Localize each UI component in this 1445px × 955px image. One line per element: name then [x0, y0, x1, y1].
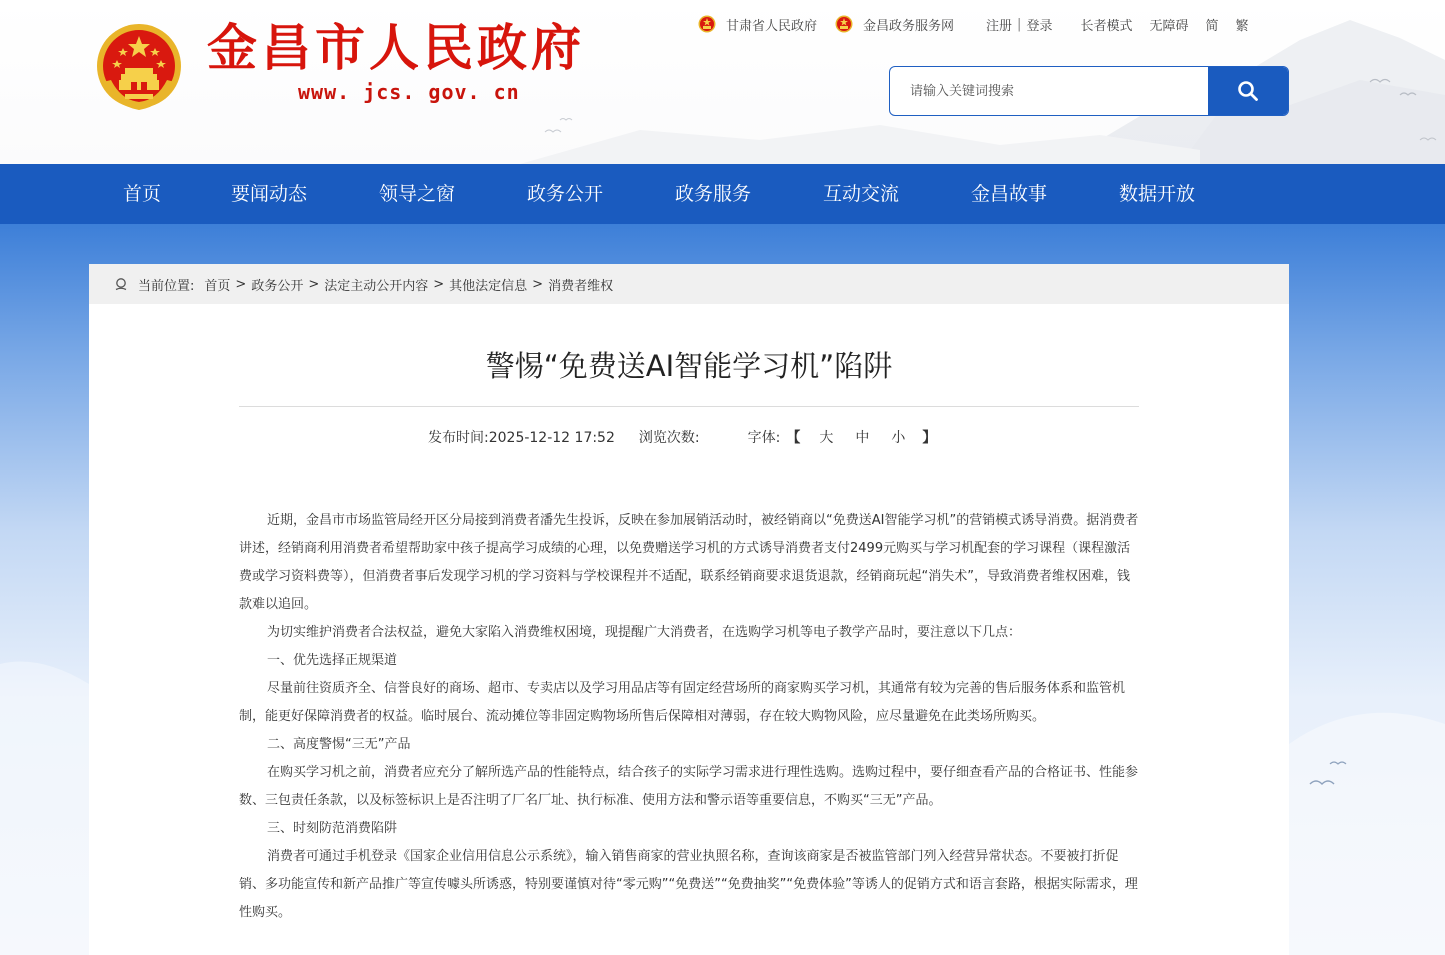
title-divider [239, 406, 1139, 407]
national-emblem-icon [698, 15, 716, 33]
nav-item-gov-disclosure[interactable]: 政务公开 [527, 183, 604, 205]
breadcrumb-separator: > [308, 276, 320, 292]
article-paragraph: 近期，金昌市市场监管局经开区分局接到消费者潘先生投诉，反映在参加展销活动时，被经销商以“免费送AI智能学习机”的营销模式诱导消费。据消费者讲述，经销商利用消费者希望帮助家中孩子提高学习成绩的心理，以免费赠送学习机的方式诱导消费者支付2499元购买与学习机配套的学习课程（课程激活费或学习资料费等），但消费者事后发现学习机的学习资料与学校课程并不适配，联系经销商要求退货退款，经销商玩起“消失术”，导致消费者维权困难，钱款难以追回。 [239, 513, 1139, 612]
gansu-gov-link[interactable] [698, 15, 817, 34]
gansu-gov-label: 甘肃省人民政府 [726, 18, 818, 34]
nav-item-gov-service[interactable]: 政务服务 [675, 183, 752, 205]
search-icon [1237, 80, 1259, 102]
nav-item-interaction[interactable]: 互动交流 [823, 183, 900, 205]
link-separator: | [1017, 16, 1022, 32]
nav-item-leaders[interactable]: 领导之窗 [379, 183, 456, 205]
main-nav [0, 164, 1445, 224]
breadcrumb-consumer-rights[interactable]: 消费者维权 [548, 278, 614, 294]
traditional-chinese-link[interactable]: 繁 [1235, 18, 1249, 34]
article-section-heading: 一、优先选择正规渠道 [267, 653, 398, 668]
nav-item-home[interactable]: 首页 [123, 183, 162, 205]
login-link[interactable]: 登录 [1026, 18, 1053, 34]
gov-service-link[interactable] [835, 15, 954, 34]
publish-time: 2025-12-12 17:52 [488, 430, 615, 446]
font-size-large[interactable]: 大 [819, 430, 834, 446]
site-url: www. jcs. gov. cn [298, 80, 520, 104]
elder-mode-link[interactable]: 长者模式 [1080, 18, 1133, 34]
nav-item-news[interactable]: 要闻动态 [231, 183, 308, 205]
breadcrumb-label: 当前位置: [138, 278, 195, 294]
breadcrumb-other-info[interactable]: 其他法定信息 [449, 278, 528, 294]
article-meta [428, 428, 936, 448]
register-link[interactable]: 注册 [986, 18, 1013, 34]
publish-time-label: 发布时间: [428, 430, 489, 446]
font-size-label: 字体: [747, 430, 781, 446]
nav-item-jinchang-stories[interactable]: 金昌故事 [971, 183, 1048, 205]
site-header [0, 0, 1445, 164]
breadcrumb [89, 264, 1289, 304]
top-links-bar [698, 14, 1249, 34]
location-pin-icon [114, 277, 128, 291]
font-size-medium[interactable]: 中 [855, 430, 870, 446]
site-title: 金昌市人民政府 [207, 18, 585, 77]
nav-item-open-data[interactable]: 数据开放 [1119, 183, 1196, 205]
simplified-chinese-link[interactable]: 简 [1205, 18, 1219, 34]
article-paragraph: 消费者可通过手机登录《国家企业信用信息公示系统》，输入销售商家的营业执照名称，查询该商家是否被监管部门列入经营异常状态。不要被打折促销、多功能宣传和新产品推广等宣传噱头所诱惑，特别要谨慎对待“零元购”“免费送”“免费抽奖”“免费体验”等诱人的促销方式和语言套路，根据实际需求，理性购买。 [239, 849, 1138, 920]
font-size-bracket-open: 【 [786, 430, 801, 446]
gov-service-label: 金昌政务服务网 [863, 18, 955, 34]
breadcrumb-home[interactable]: 首页 [204, 278, 231, 294]
accessibility-link[interactable]: 无障碍 [1149, 18, 1189, 34]
breadcrumb-gov-disclosure[interactable]: 政务公开 [251, 278, 304, 294]
article-title: 警惕“免费送AI智能学习机”陷阱 [485, 349, 893, 383]
article-card [89, 264, 1289, 955]
search-button[interactable] [1208, 67, 1288, 115]
font-size-small[interactable]: 小 [891, 430, 906, 446]
search-input[interactable] [890, 67, 1208, 115]
article-body [239, 507, 1139, 927]
views-label: 浏览次数: [638, 430, 700, 446]
article-paragraph: 在购买学习机之前，消费者应充分了解所选产品的性能特点，结合孩子的实际学习需求进行理性选购。选购过程中，要仔细查看产品的合格证书、性能参数、三包责任条款，以及标签标识上是否注明了厂名厂址、执行标准、使用方法和警示语等重要信息，不购买“三无”产品。 [239, 765, 1139, 808]
breadcrumb-separator: > [433, 276, 445, 292]
national-emblem-icon [95, 22, 183, 114]
breadcrumb-separator: > [235, 276, 247, 292]
article-paragraph: 为切实维护消费者合法权益，避免大家陷入消费维权困境，现提醒广大消费者，在选购学习机等电子教学产品时，要注意以下几点： [267, 625, 1022, 640]
search-box [889, 66, 1289, 116]
article-paragraph: 尽量前往资质齐全、信誉良好的商场、超市、专卖店以及学习用品店等有固定经营场所的商家购买学习机，其通常有较为完善的售后服务体系和监管机制，能更好保障消费者的权益。临时展台、流动摊位等非固定购物场所售后保障相对薄弱，存在较大购物风险，应尽量避免在此类场所购买。 [239, 681, 1126, 724]
font-size-bracket-close: 】 [922, 430, 937, 446]
breadcrumb-statutory-content[interactable]: 法定主动公开内容 [324, 278, 429, 294]
breadcrumb-separator: > [532, 276, 544, 292]
article-section-heading: 二、高度警惕“三无”产品 [267, 737, 411, 752]
article-section-heading: 三、时刻防范消费陷阱 [267, 821, 398, 836]
national-emblem-icon [835, 15, 853, 33]
